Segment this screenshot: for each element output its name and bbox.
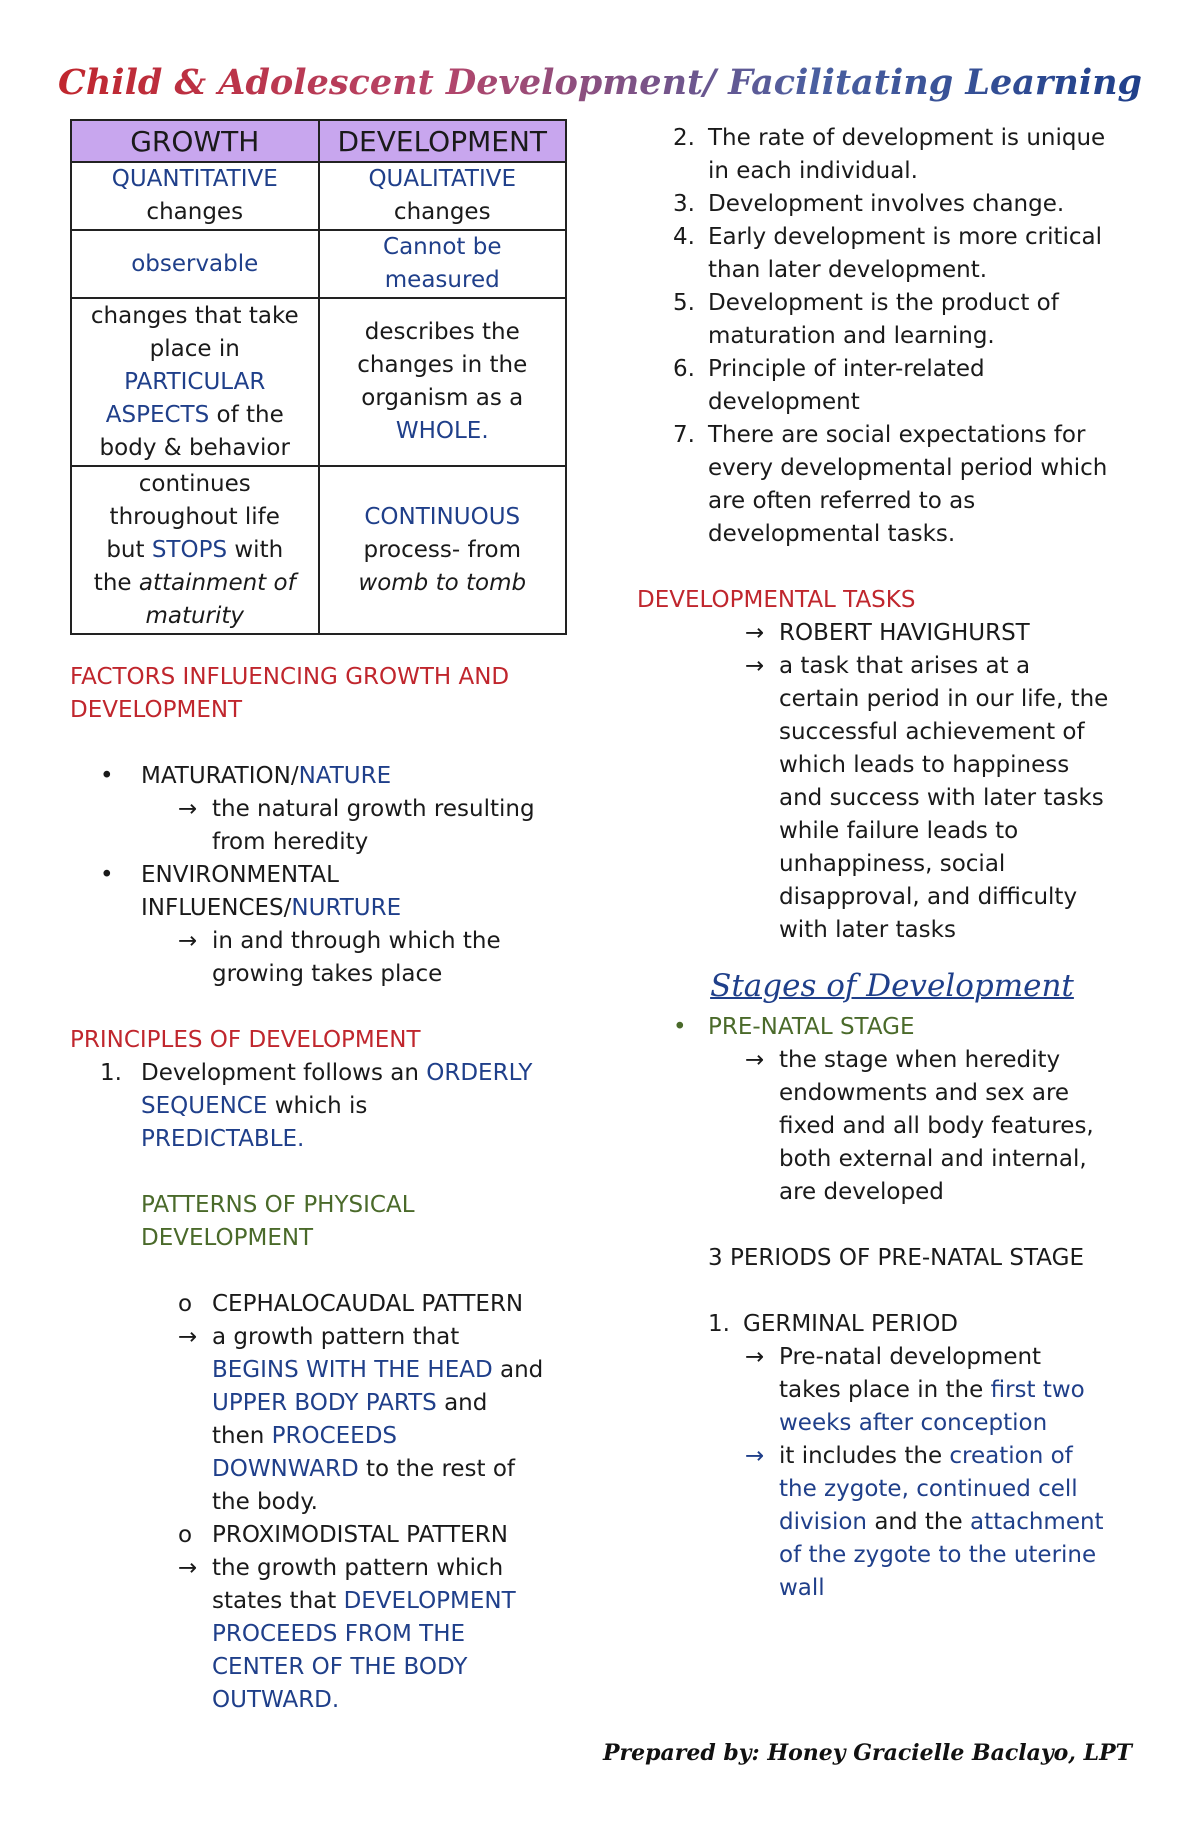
list-item: → in and through which the growing takes place xyxy=(70,925,570,991)
table-row xyxy=(71,162,566,230)
list-item: → the growth pattern which states that DEVELOPMENT PROCEEDS FROM THE CENTER OF THE BODY OUTWARD. xyxy=(70,1552,570,1717)
cell: changes that take place in PARTICULAR ASPECTS of the body & behavior xyxy=(71,298,319,466)
list-item: • ENVIRONMENTAL INFLUENCES/NURTURE xyxy=(70,859,570,925)
list-item: 1. GERMINAL PERIOD xyxy=(637,1308,1157,1341)
cell: QUANTITATIVE changes xyxy=(71,162,319,230)
table-row xyxy=(71,298,566,466)
list-number: 4. xyxy=(673,224,695,250)
cell: continues throughout life but STOPS with the attainment of maturity xyxy=(71,466,319,634)
list-item: 1. Development follows an ORDERLY SEQUENCE which is PREDICTABLE. xyxy=(70,1057,570,1156)
list-item: 4. Early development is more critical than later development. xyxy=(637,221,1157,287)
arrow-icon: → xyxy=(745,1344,765,1370)
list-item: → the natural growth resulting from heredity xyxy=(70,793,570,859)
factors-heading: FACTORS INFLUENCING GROWTH AND DEVELOPMENT xyxy=(70,664,510,723)
cell: observable xyxy=(71,230,319,298)
list-item: 2. The rate of development is unique in each individual. xyxy=(637,122,1157,188)
arrow-icon: → xyxy=(178,1555,198,1581)
arrow-icon: → xyxy=(178,1324,198,1350)
list-number: 5. xyxy=(673,290,695,316)
factors-section xyxy=(70,661,570,1717)
list-item: 5. Development is the product of maturation and learning. xyxy=(637,287,1157,353)
list-item: → a task that arises at a certain period in our life, the successful achievement of which leads to happiness and success with later tasks while failure leads to unhappiness, social disapproval, and difficulty with later tasks xyxy=(637,650,1157,947)
list-item: o CEPHALOCAUDAL PATTERN xyxy=(70,1288,570,1321)
header-development: DEVELOPMENT xyxy=(319,120,567,162)
list-item: → ROBERT HAVIGHURST xyxy=(637,617,1157,650)
list-number: 2. xyxy=(673,125,695,151)
arrow-icon: → xyxy=(745,620,765,646)
cell: Cannot be measured xyxy=(319,230,567,298)
bullet-icon: • xyxy=(100,862,114,888)
list-item: → it includes the creation of the zygote, continued cell division and the attachment of the zygote to the uterine wall xyxy=(637,1440,1157,1605)
list-item: 3. Development involves change. xyxy=(637,188,1157,221)
arrow-icon: → xyxy=(178,928,198,954)
cell: describes the changes in the organism as a WHOLE. xyxy=(319,298,567,466)
periods-heading: 3 PERIODS OF PRE-NATAL STAGE xyxy=(708,1245,1084,1271)
list-item: o PROXIMODISTAL PATTERN xyxy=(70,1519,570,1552)
list-number: 7. xyxy=(673,422,695,448)
list-item: → Pre-natal development takes place in the first two weeks after conception xyxy=(637,1341,1157,1440)
list-number: 3. xyxy=(673,191,695,217)
header-growth: GROWTH xyxy=(71,120,319,162)
page-title: Child & Adolescent Development/ Facilitating Learning xyxy=(57,62,1143,103)
list-number: 1. xyxy=(100,1060,122,1086)
table-row xyxy=(71,466,566,634)
patterns-heading: PATTERNS OF PHYSICAL DEVELOPMENT xyxy=(141,1192,415,1251)
principles-continued xyxy=(637,122,1157,1605)
list-number: 6. xyxy=(673,356,695,382)
growth-development-table xyxy=(70,119,567,635)
list-item: • PRE-NATAL STAGE xyxy=(637,1011,1157,1044)
cell: QUALITATIVE changes xyxy=(319,162,567,230)
list-item: 6. Principle of inter-related development xyxy=(637,353,1157,419)
bullet-icon: • xyxy=(673,1014,687,1040)
stages-title: Stages of Development xyxy=(710,968,1074,1004)
tasks-heading: DEVELOPMENTAL TASKS xyxy=(637,587,916,613)
list-item: → a growth pattern that BEGINS WITH THE HEAD and UPPER BODY PARTS and then PROCEEDS DOWNWARD to the rest of the body. xyxy=(70,1321,570,1519)
table-header-row xyxy=(71,120,566,162)
footer-credit: Prepared by: Honey Gracielle Baclayo, LPT xyxy=(602,1740,1132,1766)
arrow-icon: → xyxy=(745,1047,765,1073)
principles-heading: PRINCIPLES OF DEVELOPMENT xyxy=(70,1027,421,1053)
list-item: • MATURATION/NATURE xyxy=(70,760,570,793)
arrow-icon: → xyxy=(745,653,765,679)
arrow-icon: → xyxy=(745,1443,765,1469)
circle-bullet-icon: o xyxy=(178,1522,193,1548)
cell: CONTINUOUS process- from womb to tomb xyxy=(319,466,567,634)
circle-bullet-icon: o xyxy=(178,1291,193,1317)
arrow-icon: → xyxy=(178,796,198,822)
list-item: 7. There are social expectations for every developmental period which are often referred to as developmental tasks. xyxy=(637,419,1157,551)
bullet-icon: • xyxy=(100,763,114,789)
table-row xyxy=(71,230,566,298)
list-item: → the stage when heredity endowments and sex are fixed and all body features, both external and internal, are developed xyxy=(637,1044,1157,1209)
list-number: 1. xyxy=(708,1311,730,1337)
